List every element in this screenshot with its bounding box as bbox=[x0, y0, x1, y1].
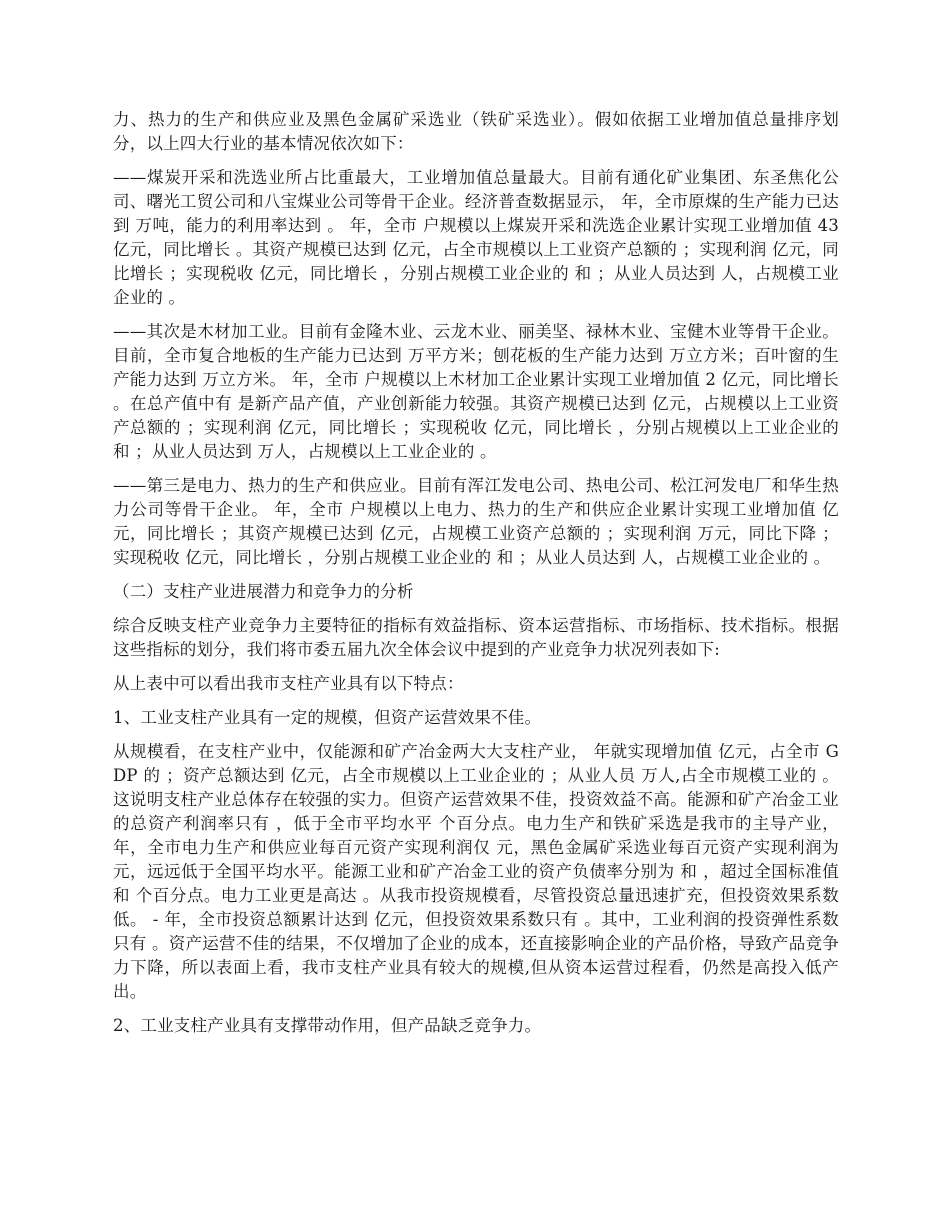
paragraph-intro: 力、热力的生产和供应业及黑色金属矿采选业（铁矿采选业）。假如依据工业增加值总量排序划分，以上四大行业的基本情况依次如下： bbox=[113, 110, 839, 153]
point-heading-2: 2、工业支柱产业具有支撑带动作用，但产品缺乏竞争力。 bbox=[113, 1016, 542, 1035]
document-body bbox=[113, 108, 839, 1048]
paragraph-features-intro: 从上表中可以看出我市支柱产业具有以下特点： bbox=[113, 674, 464, 693]
paragraph-wood-industry: ——其次是木材加工业。目前有金隆木业、云龙木业、丽美坚、禄林木业、宝健木业等骨干企业。目前，全市复合地板的生产能力已达到 万平方米；刨花板的生产能力达到 万立方米；百叶窗的生产能力达到 万立方米。 年，全市 户规模以上木材加工企业累计实现工业增加值 2 亿元，同比增长 。在总产值中有 是新产品产值，产业创新能力较强。其资产规模已达到 亿元，占规模以上工业资产总额的 ；实现利润 亿元，同比增长 ；实现税收 亿元，同比增长 ，分别占规模以上工业企业的 和 ；从业人员达到 万人，占规模以上工业企业的 。 bbox=[113, 322, 839, 461]
paragraph-coal-industry: ——煤炭开采和洗选业所占比重最大，工业增加值总量最大。目前有通化矿业集团、东圣焦化公司、曙光工贸公司和八宝煤业公司等骨干企业。经济普查数据显示， 年，全市原煤的生产能力已达到 万吨，能力的利用率达到 。 年，全市 户规模以上煤炭开采和洗选企业累计实现工业增加值 43 亿元，同比增长 。其资产规模已达到 亿元，占全市规模以上工业资产总额的 ；实现利润 亿元，同比增长 ；实现税收 亿元，同比增长 ，分别占规模工业企业的 和 ；从业人员达到 人，占规模工业企业的 。 bbox=[113, 168, 839, 307]
paragraph-indicators: 综合反映支柱产业竞争力主要特征的指标有效益指标、资本运营指标、市场指标、技术指标。根据这些指标的划分，我们将市委五届九次全体会议中提到的产业竞争力状况列表如下: bbox=[113, 616, 839, 659]
section-heading: （二）支柱产业进展潜力和竞争力的分析 bbox=[113, 582, 414, 601]
paragraph-scale-analysis: 从规模看，在支柱产业中，仅能源和矿产冶金两大大支柱产业， 年就实现增加值 亿元，占全市 GDP 的 ；资产总额达到 亿元，占全市规模以上工业企业的 ；从业人员 万人,占全市规模工业的 。这说明支柱产业总体存在较强的实力。但资产运营效果不佳，投资效益不高。能源和矿产冶金工业的总资产利润率只有 ，低于全市平均水平 个百分点。电力生产和铁矿采选是我市的主导产业， 年，全市电力生产和供应业每百元资产实现利润仅 元，黑色金属矿采选业每百元资产实现利润为 元，远远低于全国平均水平。能源工业和矿产冶金工业的资产负债率分别为 和 ，超过全国标准值 和 个百分点。电力工业更是高达 。从我市投资规模看，尽管投资总量迅速扩充，但投资效果系数低。 - 年，全市投资总额累计达到 亿元，但投资效果系数只有 。其中，工业利润的投资弹性系数只有 。资产运营不佳的结果，不仅增加了企业的成本，还直接影响企业的产品价格，导致产品竞争力下降，所以表面上看，我市支柱产业具有较大的规模,但从资本运营过程看，仍然是高投入低产出。 bbox=[113, 742, 839, 1001]
paragraph-power-industry: ——第三是电力、热力的生产和供应业。目前有浑江发电公司、热电公司、松江河发电厂和华生热力公司等骨干企业。 年，全市 户规模以上电力、热力的生产和供应企业累计实现工业增加值 亿元，同比增长 ；其资产规模已达到 亿元，占规模工业资产总额的 ；实现利润 万元，同比下降 ；实现税收 亿元，同比增长 ，分别占规模工业企业的 和 ；从业人员达到 人，占规模工业企业的 。 bbox=[113, 476, 839, 567]
point-heading-1: 1、工业支柱产业具有一定的规模，但资产运营效果不佳。 bbox=[113, 708, 542, 727]
